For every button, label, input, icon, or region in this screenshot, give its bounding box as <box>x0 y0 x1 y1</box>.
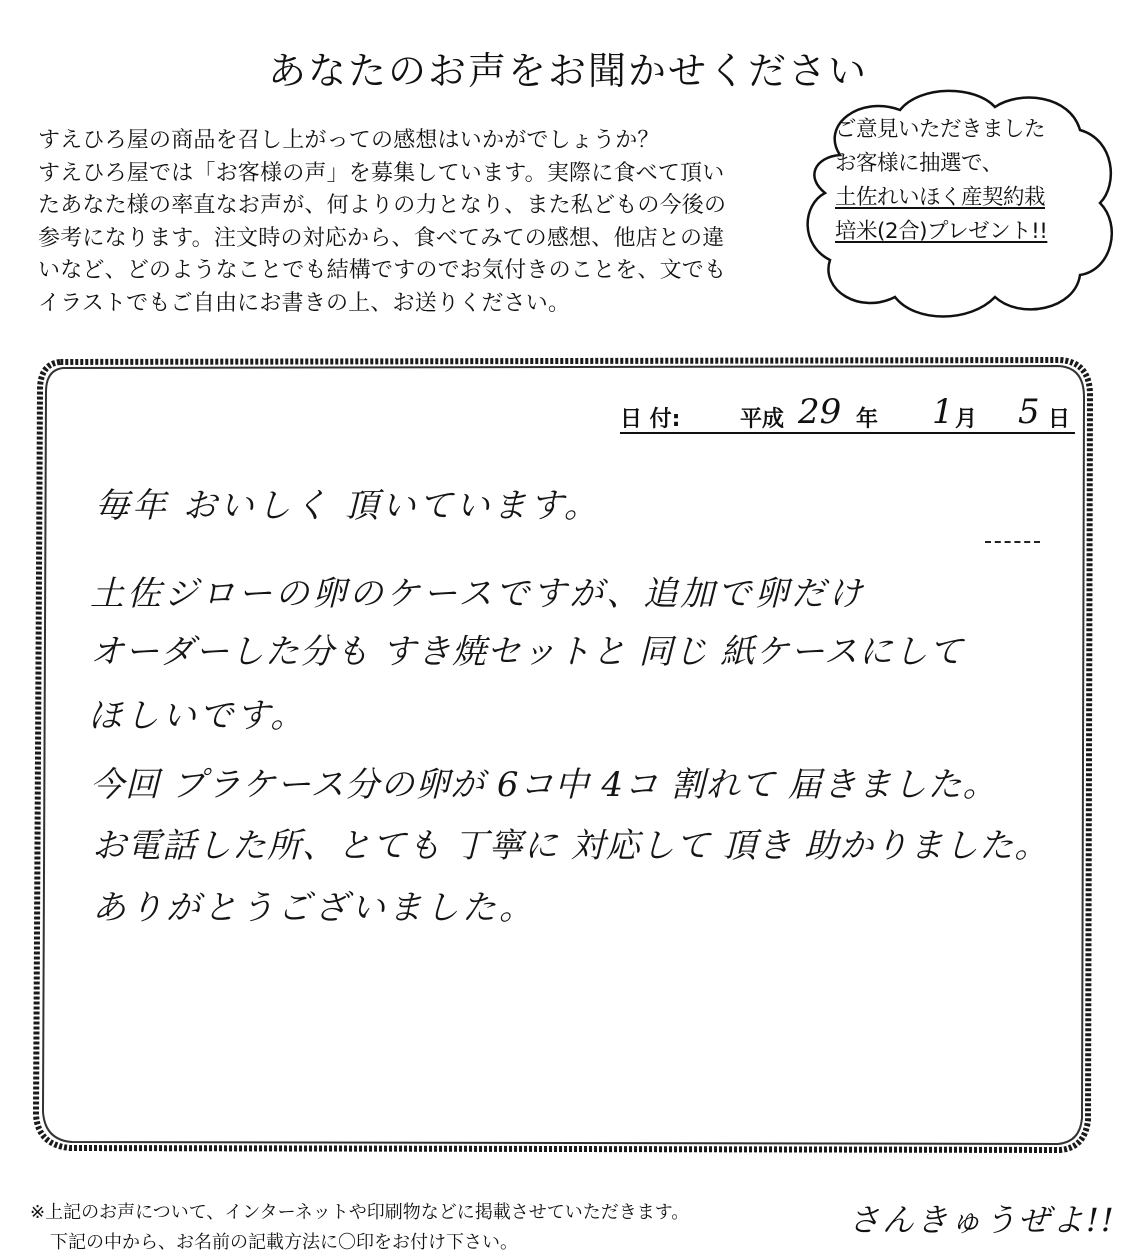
intro-line: すえひろ屋の商品を召し上がっての感想はいかがでしょうか？ <box>38 128 660 153</box>
footer-note-line1: ※上記のお声について、インターネットや印刷物などに掲載させていただきます。 <box>30 1202 690 1223</box>
date-label: 日 付: <box>620 407 681 432</box>
intro-line: すえひろ屋では「お客様の声」を募集しています。実際に食べて頂い <box>38 160 725 186</box>
cloud-line: お客様に抽選で、 <box>835 151 1003 176</box>
handwritten-line: ほしいです。 <box>88 696 308 736</box>
intro-line: いなど、どのようなことでも結構ですのでお気付きのことを、文でも <box>38 258 727 283</box>
intro-line: 参考になります。注文時の対応から、食べてみての感想、他店との違 <box>38 225 725 251</box>
date-year: 29 <box>798 392 842 432</box>
date-field <box>620 392 1075 434</box>
intro-line: イラストでもご自由にお書きの上、お送りください。 <box>38 290 571 316</box>
date-month: 1 <box>932 392 954 432</box>
signoff: さんきゅうぜよ!! <box>848 1201 1116 1239</box>
handwritten-line: オーダーした分も すき焼セットと 同じ 紙ケースにして <box>90 632 964 672</box>
handwritten-line: お電話した所、とても 丁寧に 対応して 頂き 助かりました。 <box>92 826 1050 866</box>
date-day-unit: 日 <box>1048 407 1071 432</box>
intro-line: たあなた様の率直なお声が、何よりの力となり、また私どもの今後の <box>38 193 727 218</box>
date-month-unit: 月 <box>955 407 978 432</box>
date-year-unit: 年 <box>856 407 879 432</box>
footer-note-line2: 下記の中から、お名前の記載方法に〇印をお付け下さい。 <box>50 1232 518 1253</box>
footer-note <box>30 1198 689 1258</box>
cloud-line: 土佐れいほく産契約栽 <box>835 185 1046 210</box>
cloud-line: 培米(2合)プレゼント!! <box>835 219 1048 244</box>
handwritten-line: 今回 プラケース分の卵が 6コ中 4コ 割れて 届きました。 <box>90 765 998 805</box>
handwritten-line: 毎年 おいしく 頂いています。 <box>95 486 601 526</box>
handwritten-line: 土佐ジローの卵のケースですが、追加で卵だけ <box>90 574 866 614</box>
handwritten-line: ありがとうございました。 <box>92 888 536 928</box>
date-day: 5 <box>1018 392 1040 432</box>
page-title: あなたのお声をお聞かせください <box>267 49 868 93</box>
cloud-line: ご意見いただきました <box>835 117 1046 142</box>
date-era: 平成 <box>740 407 785 432</box>
stray-dash <box>985 541 1040 543</box>
